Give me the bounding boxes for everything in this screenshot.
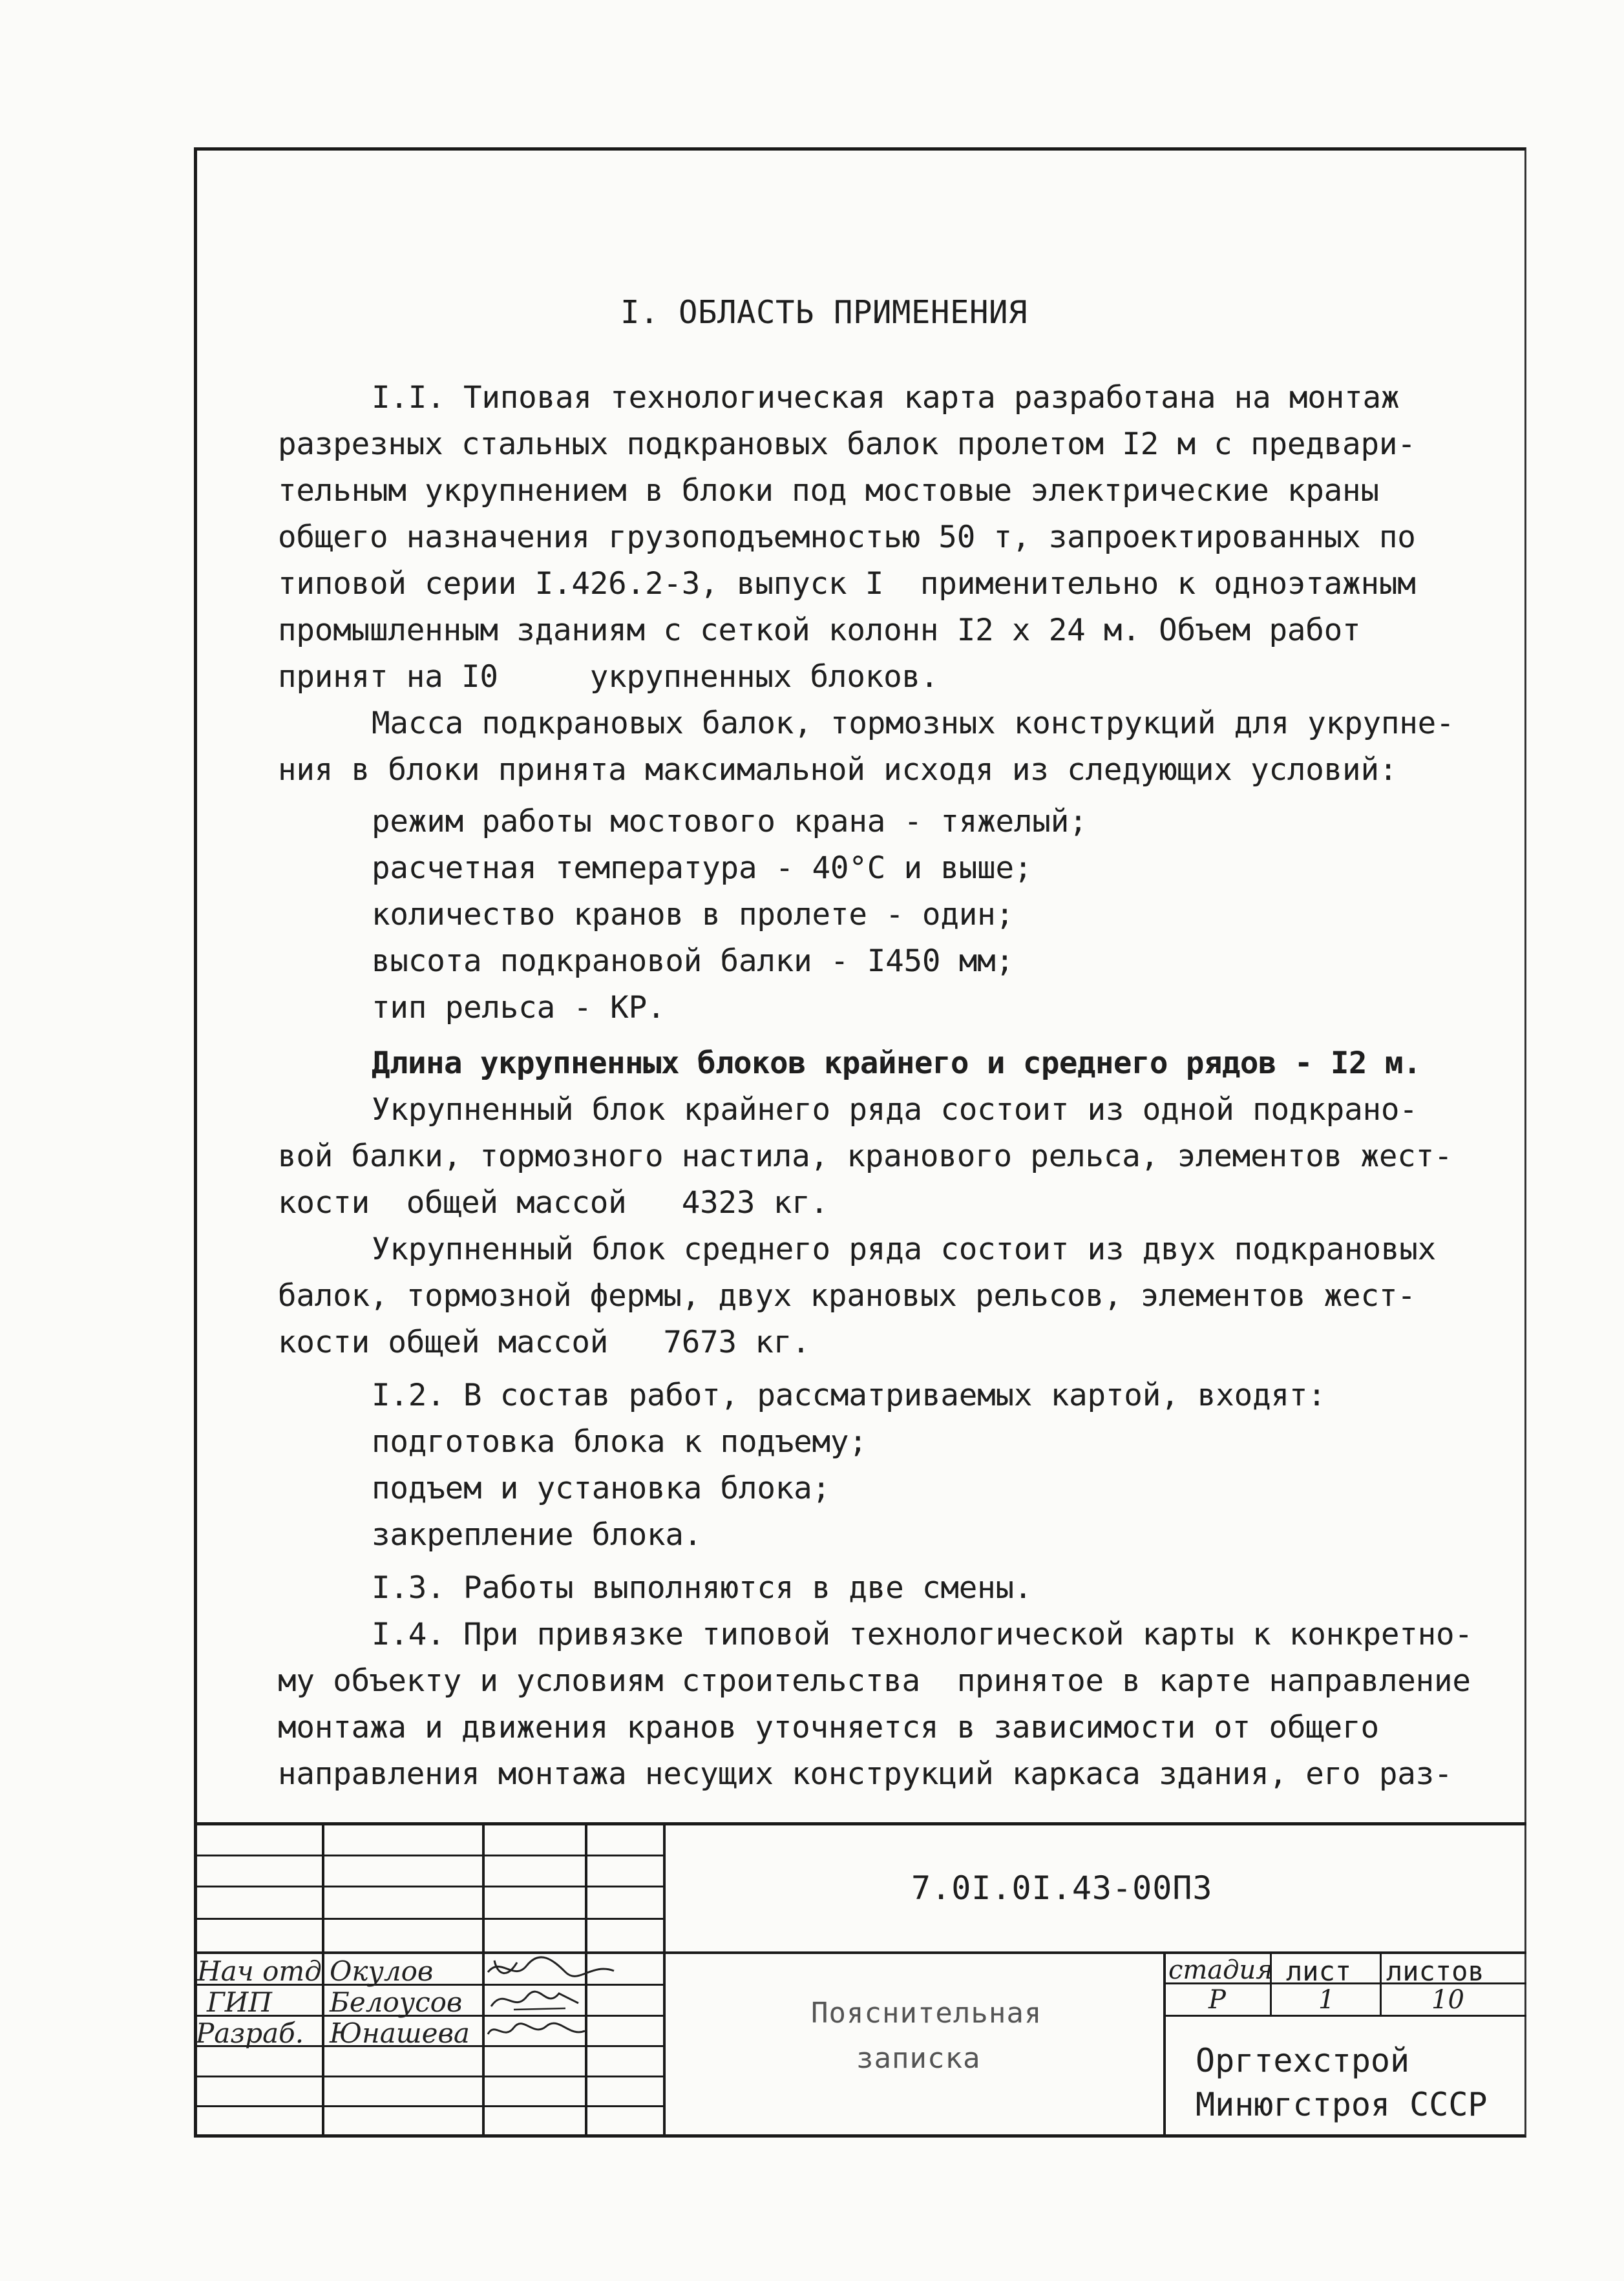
- text-line: принят на I0 укрупненных блоков.: [278, 659, 939, 695]
- sheet-value: 1: [1318, 1985, 1335, 2015]
- text-line: режим работы мостового крана - тяжелый;: [372, 804, 1088, 839]
- signature-okulov: [481, 1953, 617, 1985]
- role-gip: ГИП: [207, 1986, 273, 2018]
- name-nach-otd: Окулов: [330, 1955, 434, 1987]
- text-line: ния в блоки принята максимальной исходя из следующих условий:: [278, 752, 1398, 788]
- sheet-header: лист: [1286, 1955, 1352, 1987]
- role-nach-otd: Нач отд: [197, 1955, 322, 1987]
- text-line: Масса подкрановых балок, тормозных конструкций для укрупне-: [372, 706, 1455, 741]
- org-line2: Минюгстроя СССР: [1196, 2086, 1488, 2123]
- text-line: промышленным зданиям с сеткой колонн I2 x 24 м. Объем работ: [278, 613, 1361, 648]
- text-line: количество кранов в пролете - один;: [372, 897, 1014, 932]
- sheets-value: 10: [1431, 1985, 1464, 2015]
- text-line: общего назначения грузоподъемностью 50 т, запроектированных по: [278, 520, 1416, 555]
- text-line: вой балки, тормозного настила, кранового рельса, элементов жест-: [278, 1139, 1453, 1174]
- section-title: I. ОБЛАСТЬ ПРИМЕНЕНИЯ: [620, 294, 1028, 331]
- text-line: Укрупненный блок среднего ряда состоит из двух подкрановых: [372, 1232, 1437, 1267]
- document-code: 7.0I.0I.43-00ПЗ: [911, 1869, 1213, 1907]
- text-line: кости общей массой 7673 кг.: [278, 1325, 810, 1360]
- org-line1: Оргтехстрой: [1196, 2042, 1410, 2079]
- text-line: тип рельса - КР.: [372, 990, 666, 1025]
- name-gip: Белоусов: [330, 1986, 463, 2018]
- text-line: I.I. Типовая технологическая карта разработана на монтаж: [372, 380, 1400, 415]
- doc-title-line2: записка: [856, 2042, 981, 2075]
- text-line: подготовка блока к подъему;: [372, 1424, 867, 1460]
- text-line: му объекту и условиям строительства принятое в карте направление: [278, 1663, 1471, 1699]
- text-line: тельным укрупнением в блоки под мостовые электрические краны: [278, 473, 1379, 509]
- text-line: разрезных стальных подкрановых балок пролетом I2 м с предвари-: [278, 426, 1416, 462]
- text-line: I.2. В состав работ, рассматриваемых картой, входят:: [372, 1378, 1326, 1413]
- signature-belousov: [488, 1984, 585, 2016]
- stage-header: стадия: [1168, 1955, 1273, 1985]
- text-line: подъем и установка блока;: [372, 1471, 830, 1506]
- text-line: Длина укрупненных блоков крайнего и среднего рядов - I2 м.: [372, 1046, 1421, 1081]
- text-line: закрепление блока.: [372, 1517, 702, 1553]
- text-line: балок, тормозной фермы, двух крановых рельсов, элементов жест-: [278, 1278, 1416, 1314]
- sheets-header: листов: [1386, 1955, 1484, 1987]
- text-line: типовой серии I.426.2-3, выпуск I применительно к одноэтажным: [278, 566, 1416, 602]
- text-line: I.3. Работы выполняются в две смены.: [372, 1570, 1033, 1606]
- signature-yunasheva: [485, 2015, 588, 2047]
- stage-value: Р: [1208, 1985, 1226, 2015]
- text-line: Укрупненный блок крайнего ряда состоит из одной подкрано-: [372, 1092, 1418, 1128]
- text-line: направления монтажа несущих конструкций каркаса здания, его раз-: [278, 1756, 1453, 1792]
- text-line: высота подкрановой балки - I450 мм;: [372, 943, 1014, 979]
- text-line: монтажа и движения кранов уточняется в зависимости от общего: [278, 1710, 1379, 1745]
- text-line: I.4. При привязке типовой технологической карты к конкретно-: [372, 1617, 1473, 1652]
- role-razrab: Разраб.: [196, 2017, 304, 2049]
- text-line: кости общей массой 4323 кг.: [278, 1185, 828, 1221]
- text-line: расчетная температура - 40°C и выше;: [372, 850, 1033, 886]
- name-razrab: Юнашева: [330, 2017, 470, 2049]
- doc-title-line1: Пояснительная: [811, 1997, 1042, 2030]
